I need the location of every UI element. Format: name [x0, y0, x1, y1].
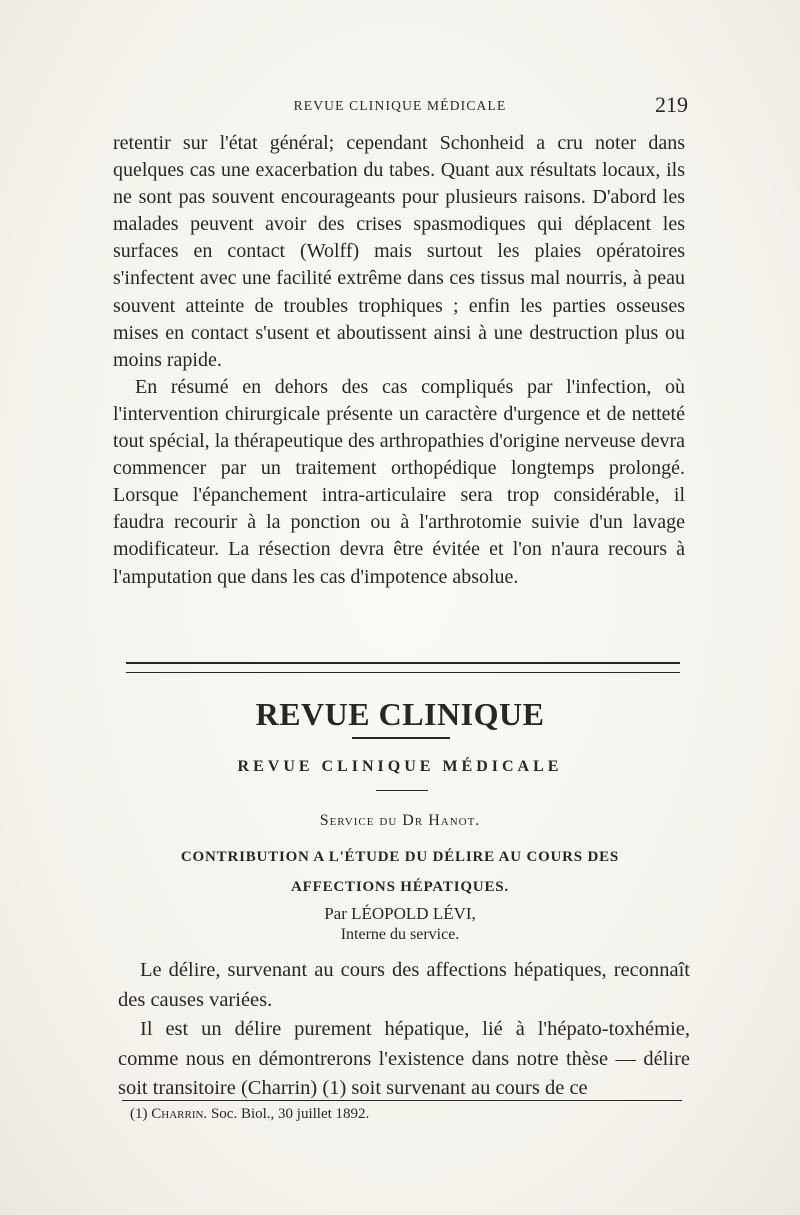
- footnote-rule: [122, 1100, 682, 1101]
- subsection-title: REVUE CLINIQUE MÉDICALE: [237, 758, 563, 775]
- section-title: REVUE CLINIQUE: [255, 696, 545, 732]
- footnote-author: Charrin.: [151, 1106, 208, 1122]
- article-body: [118, 956, 690, 1104]
- section-divider: [126, 672, 680, 673]
- footnote-text: Soc. Biol., 30 juillet 1892.: [210, 1106, 370, 1122]
- footnote-marker: (1): [130, 1106, 148, 1122]
- article-title-line: AFFECTIONS HÉPATIQUES.: [291, 879, 509, 895]
- article-title-line: CONTRIBUTION A L'ÉTUDE DU DÉLIRE AU COURS DES: [180, 849, 620, 865]
- article-title: [150, 842, 650, 902]
- service-line: Service du Dr Hanot.: [319, 812, 481, 829]
- running-head: [112, 92, 688, 122]
- section-divider: [126, 662, 680, 664]
- paragraph: retentir sur l'état général; cependant Schonheid a cru noter dans quelques cas une exacerbation du tabes. Quant aux résultats locaux, ils ne sont pas souvent encourageants pour plusieurs raisons. D'abord les malades peuvent avoir des crises spasmodiques qui déplacent les surfaces en contact (Wolff) mais surtout les plaies opératoires s'infectent avec une facilité extrême dans ces tissus mal nourris, à peau souvent atteinte de troubles trophiques ; enfin les parties osseuses mises en contact s'usent et aboutissent ainsi à une destruction plus ou moins rapide.: [113, 132, 685, 371]
- subtitle-underline: [376, 790, 428, 791]
- author-line: Par LÉOPOLD LÉVI,: [324, 904, 476, 923]
- running-title: REVUE CLINIQUE MÉDICALE: [293, 98, 507, 113]
- paragraph: Le délire, survenant au cours des affections hépatiques, reconnaît des causes variées.: [118, 959, 690, 1011]
- continued-text: [113, 130, 685, 591]
- footnote: [130, 1106, 690, 1123]
- page-number: 219: [655, 92, 688, 117]
- paragraph: Il est un délire purement hépatique, lié à l'hépato-toxhémie, comme nous en démontrerons l'existence dans notre thèse — délire soit transitoire (Charrin) (1) soit survenant au cours de ce: [118, 1018, 690, 1099]
- paragraph: En résumé en dehors des cas compliqués par l'infection, où l'intervention chirurgicale présente un caractère d'urgence et de netteté tout spécial, la thérapeutique des arthropathies d'origine nerveuse devra commencer par un traitement orthopédique longtemps prolongé. Lorsque l'épanchement intra-articulaire sera trop considérable, il faudra recourir à la ponction ou à l'arthrotomie suivie d'un lavage modificateur. La résection devra être évitée et l'on n'aura recours à l'amputation que dans les cas d'impotence absolue.: [113, 375, 685, 588]
- author-affiliation: Interne du service.: [340, 926, 460, 943]
- title-underline: [352, 737, 450, 739]
